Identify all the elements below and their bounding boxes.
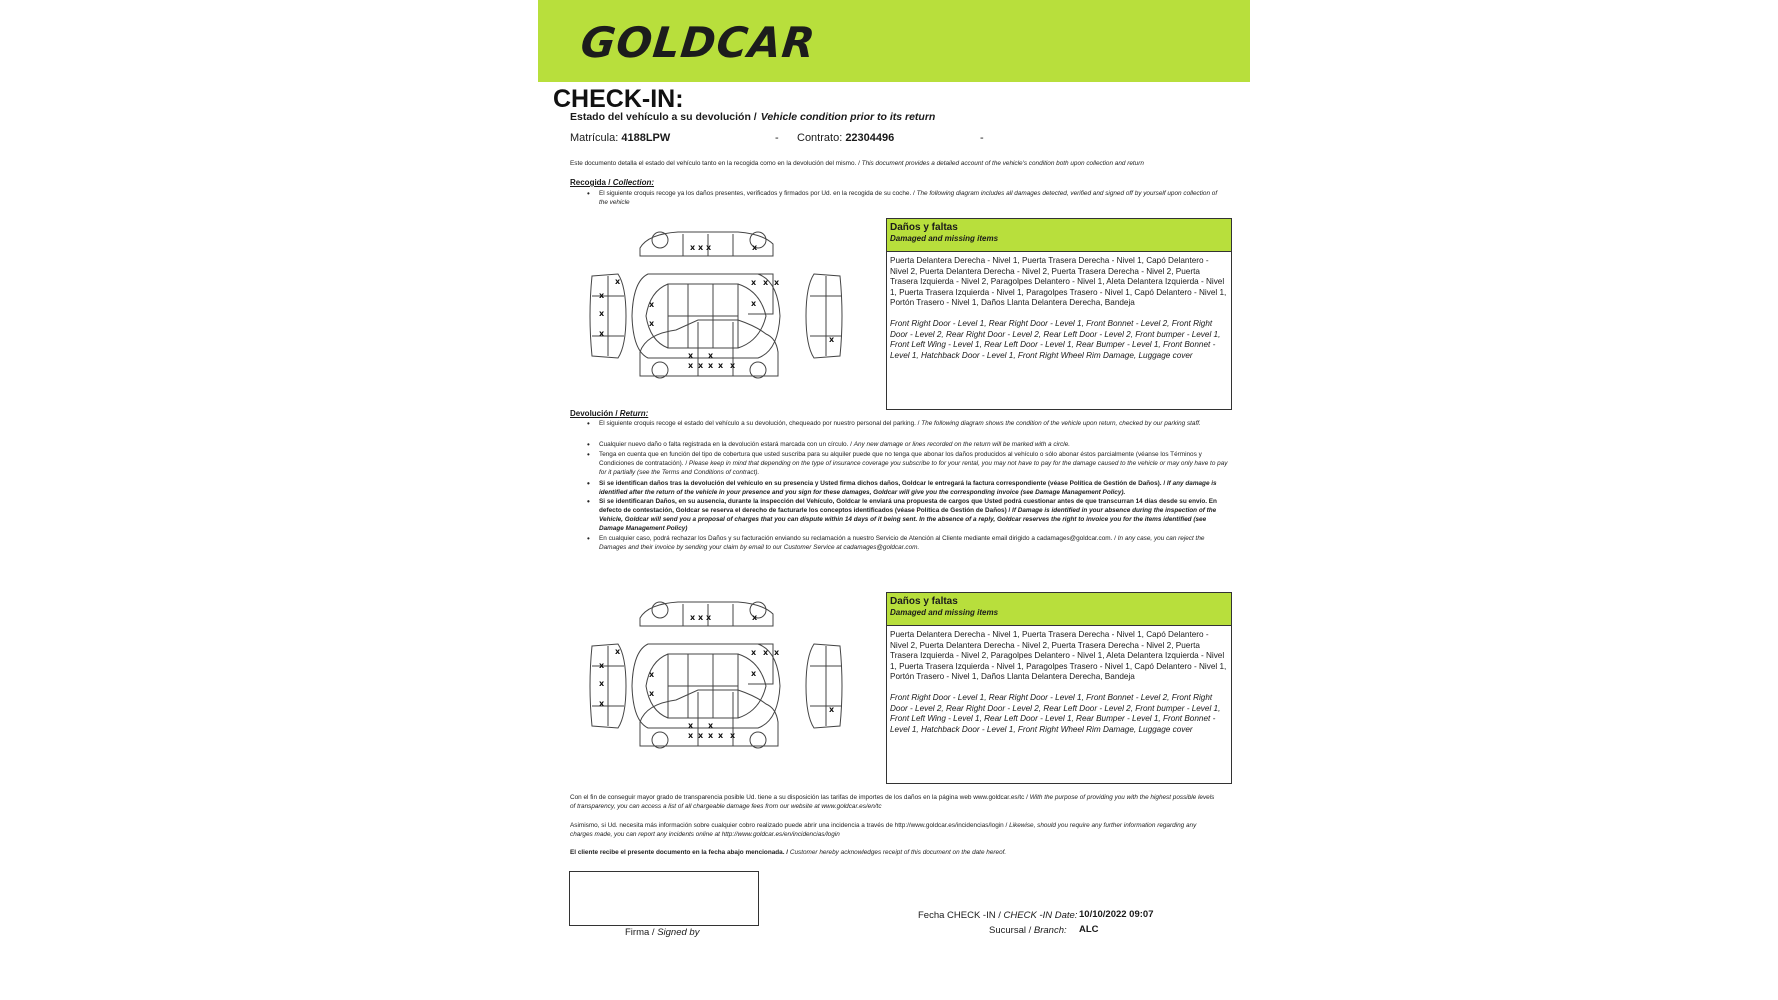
tariffs-note-en: With the purpose of providing you with the highest possible levels of transparency, you can access a list of all chargeable damage fees from our website at www.goldcar.es/en/tc [570,794,1215,810]
svg-text:x: x [829,335,835,344]
return-bullet-en: Please keep in mind that depending on the type of insurance coverage you subscribe to for your rental, you may not have to pay for the damage caused to the vehicle or may only have to pay for it partially (see the Terms and Conditions of contract). [599,460,1228,476]
intro-es: Este documento detalla el estado del vehículo tanto en la recogida como en la devolución del mismo. / [570,160,860,167]
svg-text:x: x [751,278,757,287]
return-bullet [599,440,1219,449]
tariffs-note-es: Con el fin de conseguir mayor grado de transparencia posible Ud. tiene a su disposición las tarifas de importes de los daños en la página web www.goldcar.es/tc / [570,794,1028,801]
return-heading-en: Return: [619,409,649,418]
subtitle-es: Estado del vehículo a su devolución / [570,111,757,123]
damage-list-es: Puerta Delantera Derecha - Nivel 1, Puerta Trasera Derecha - Nivel 1, Capó Delantero - Nivel 2, Puerta Delantera Derecha - Nivel 2, Puerta Trasera Derecha - Nivel 2, Puerta Trasera Izquierda - Nivel 2, Paragolpes Delantero - Nivel 1, Aleta Delantera Izquierda - Nivel 1, Puerta Trasera Izquierda - Nivel 1, Paragolpes Trasero - Nivel 1, Capó Delantero - Nivel 1, Portón Trasero - Nivel 1, Daños Llanta Delantera Derecha, Bandeja [890,630,1227,682]
svg-text:x: x [599,661,605,670]
svg-text:x: x [763,278,769,287]
return-bullet [599,450,1229,477]
damage-box-header [887,593,1231,626]
signature-label-es: Firma / [625,927,655,938]
collection-heading-en: Collection: [612,178,655,187]
svg-text:x: x [829,705,835,714]
return-bullet-en: Any new damage or lines recorded on the return will be marked with a circle. [853,441,1071,448]
subtitle-en: Vehicle condition prior to its return [760,111,936,123]
collection-bullet [599,189,1219,207]
svg-text:x: x [763,648,769,657]
return-bullet-es: Cualquier nuevo daño o falta registrada en la devolución estará marcada con un círculo. / [599,441,852,448]
return-bullet-es: El siguiente croquis recoge el estado del vehículo a su devolución, chequeado por nuestro personal del parking. / [599,420,920,427]
branch-label [989,925,1067,936]
svg-text:x: x [751,669,757,678]
svg-text:x: x [698,361,704,370]
return-bullet-es: En cualquier caso, podrá rechazar los Daños y su facturación enviando su reclamación a nuestro Servicio de Atención al Cliente mediante email dirigido a cadamages@goldcar.com. / [599,535,1116,542]
svg-text:x: x [649,689,655,698]
signature-box[interactable] [569,871,759,926]
svg-text:x: x [706,243,712,252]
return-bullet [599,419,1219,428]
collection-heading [570,178,654,187]
svg-text:x: x [649,319,655,328]
branch-label-en: Branch: [1033,925,1067,936]
svg-text:x: x [752,613,758,622]
svg-text:x: x [698,731,704,740]
svg-text:x: x [708,361,714,370]
return-bullet-es: Si se identificaran Daños, en su ausencia, durante la inspección del Vehículo, Goldcar le enviará una propuesta de cargos que Usted podrá cuestionar antes de que transcurran 14 días desde su envío. En defecto de contestación, Goldcar se reserva el derecho de facturarle los conceptos identificados (véase Política de Gestión de Daños) / [599,498,1217,514]
svg-text:x: x [751,648,757,657]
svg-text:x: x [599,679,605,688]
separator-dash: - [775,132,779,144]
checkin-date-label-es: Fecha CHECK -IN / [918,910,1001,921]
contract-label: Contrato: [797,132,843,144]
signature-label-en: Signed by [657,927,700,938]
svg-text:x: x [730,361,736,370]
return-bullet-es: Tenga en cuenta que en función del tipo de cobertura que usted suscriba para su alquiler puede que no tenga que abonar los daños producidos al vehículo o sólo abonar éstos parcialmente (véanse los Términos y Condiciones de contratación). / [599,451,1202,467]
svg-text:x: x [698,243,704,252]
damage-box-title: Daños y faltas [890,222,958,233]
acknowledgement-es: El cliente recibe el presente documento en la fecha abajo mencionada. / [570,849,789,856]
tariffs-note [570,793,1220,811]
plate-value: 4188LPW [621,132,671,144]
damage-box-header [887,219,1231,252]
incidents-note [570,821,1220,839]
damage-box-collection [886,218,1232,410]
damage-list-es: Puerta Delantera Derecha - Nivel 1, Puerta Trasera Derecha - Nivel 1, Capó Delantero - Nivel 2, Puerta Delantera Derecha - Nivel 2, Puerta Trasera Derecha - Nivel 2, Puerta Trasera Izquierda - Nivel 2, Paragolpes Delantero - Nivel 1, Aleta Delantera Izquierda - Nivel 1, Puerta Trasera Izquierda - Nivel 1, Paragolpes Trasero - Nivel 1, Capó Delantero - Nivel 1, Portón Trasero - Nivel 1, Daños Llanta Delantera Derecha, Bandeja [890,256,1227,308]
separator-dash: - [980,132,984,144]
svg-text:x: x [599,309,605,318]
intro-text [570,159,1220,168]
collection-bullet-en: The following diagram includes all damages detected, verified and signed off by yourself upon collection of the vehicle [599,190,1218,206]
svg-text:x: x [708,731,714,740]
svg-text:x: x [730,731,736,740]
svg-text:x: x [698,613,704,622]
svg-text:x: x [688,721,694,730]
return-bullet-en: The following diagram shows the condition of the vehicle upon return, checked by our parking staff. [921,420,1201,427]
svg-text:x: x [690,243,696,252]
svg-text:x: x [688,731,694,740]
acknowledgement [570,848,1220,857]
intro-en: This document provides a detailed account of the vehicle's condition both upon collection and return [861,160,1144,167]
incidents-note-en: Likewise, should you require any further information regarding any charges made, you can report any incidents online at http://www.goldcar.es/en/incidencias/login [570,822,1197,838]
checkin-date-value: 10/10/2022 09:07 [1079,909,1154,920]
svg-text:x: x [615,277,621,286]
vehicle-info [570,132,990,144]
damage-box-subtitle: Damaged and missing items [890,234,999,243]
return-bullet-en: If any damage is identified after the return of the vehicle in your presence and you sign for these damages, Goldcar will give you the corresponding invoice (see Damage Management Policy). [599,480,1217,496]
return-heading-es: Devolución / [570,409,618,418]
return-bullet-es: Si se identifican daños tras la devolución del vehículo en su presencia y Usted firma dichos daños, Goldcar le entregará la factura correspondiente (véase Política de Gestión de Daños). / [599,480,1166,487]
return-bullet [599,534,1229,552]
svg-text:x: x [599,699,605,708]
header-banner [538,0,1250,82]
svg-text:x: x [688,351,694,360]
svg-text:x: x [706,613,712,622]
damage-list-en: Front Right Door - Level 1, Rear Right Door - Level 1, Front Bonnet - Level 2, Front Right Door - Level 2, Rear Right Door - Level 2, Rear Left Door - Level 2, Front bumper - Level 1, Front Left Wing - Level 1, Rear Left Door - Level 1, Rear Bumper - Level 1, Front Bonnet - Level 1, Hatchback Door - Level 1, Front Right Wheel Rim Damage, Luggage cover [890,318,1221,360]
return-heading [570,409,648,418]
damage-list-en: Front Right Door - Level 1, Rear Right Door - Level 1, Front Bonnet - Level 2, Front Right Door - Level 2, Rear Right Door - Level 2, Rear Left Door - Level 2, Front bumper - Level 1, Front Left Wing - Level 1, Rear Left Door - Level 1, Rear Bumper - Level 1, Front Bonnet - Level 1, Hatchback Door - Level 1, Front Right Wheel Rim Damage, Luggage cover [890,692,1221,734]
svg-text:x: x [649,300,655,309]
return-bullet [599,479,1229,497]
return-car-diagram [588,596,848,751]
return-bullet-en: If Damage is identified in your absence during the inspection of the Vehicle, Goldcar will send you a proposal of charges that you can dispute within 14 days of it being sent. In the absence of a reply, Goldcar reserves the right to invoice you for the items identified (see Damage Management Policy) [599,507,1217,532]
incidents-note-es: Asimismo, si Ud. necesita más información sobre cualquier cobro realizado puede abrir una incidencia a través de http://www.goldcar.es/incidencias/login / [570,822,1008,829]
branch-value: ALC [1079,924,1099,935]
branch-label-es: Sucursal / [989,925,1032,936]
document-page [538,0,1250,1000]
svg-text:x: x [752,243,758,252]
svg-text:x: x [774,278,780,287]
collection-car-diagram [588,226,848,381]
svg-text:x: x [718,731,724,740]
svg-text:x: x [599,291,605,300]
svg-text:x: x [599,329,605,338]
return-bullet [599,497,1229,533]
svg-text:x: x [690,613,696,622]
damage-box-return [886,592,1232,784]
signature-label [625,927,699,938]
page-title: CHECK-IN: [553,85,684,113]
checkin-date-label-en: CHECK -IN Date: [1003,910,1078,921]
acknowledgement-en: Customer hereby acknowledges receipt of this document on the date hereof. [789,849,1007,856]
svg-text:x: x [774,648,780,657]
svg-text:x: x [615,647,621,656]
svg-text:x: x [751,299,757,308]
damage-box-title: Daños y faltas [890,596,958,607]
svg-text:x: x [718,361,724,370]
damage-box-subtitle: Damaged and missing items [890,608,999,617]
contract-value: 22304496 [845,132,895,144]
return-bullet-en: In any case, you can reject the Damages and their invoice by sending your claim by email to our Customer Service at cadamages@goldcar.com. [599,535,1205,551]
plate-label: Matrícula: [570,132,619,144]
contract-info [797,132,894,144]
subtitle [570,111,935,123]
svg-text:x: x [688,361,694,370]
collection-bullet-es: El siguiente croquis recoge ya los daños presentes, verificados y firmados por Ud. en la recogida de su coche. / [599,190,915,197]
svg-text:x: x [708,351,714,360]
checkin-date-label [918,910,1077,921]
goldcar-logo: GOLDCAR [578,18,819,67]
svg-text:x: x [708,721,714,730]
collection-heading-es: Recogida / [570,178,611,187]
svg-text:x: x [649,670,655,679]
